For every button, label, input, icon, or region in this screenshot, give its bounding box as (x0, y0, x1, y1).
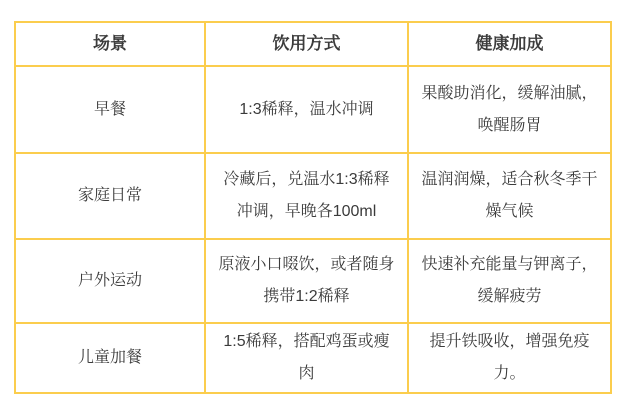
header-method: 饮用方式 (205, 22, 408, 66)
header-benefit: 健康加成 (408, 22, 611, 66)
cell-method: 1:5稀释，搭配鸡蛋或瘦肉 (205, 323, 408, 393)
cell-scene: 户外运动 (15, 239, 205, 323)
cell-scene: 儿童加餐 (15, 323, 205, 393)
table-row (15, 239, 611, 323)
table-row (15, 66, 611, 153)
cell-benefit: 提升铁吸收，增强免疫力。 (408, 323, 611, 393)
cell-method: 冷藏后，兑温水1:3稀释冲调，早晚各100ml (205, 153, 408, 239)
cell-method: 1:3稀释，温水冲调 (205, 66, 408, 153)
cell-benefit: 果酸助消化，缓解油腻，唤醒肠胃 (408, 66, 611, 153)
table-row (15, 323, 611, 393)
table-header-row (15, 22, 611, 66)
table-row (15, 153, 611, 239)
cell-method: 原液小口啜饮，或者随身携带1:2稀释 (205, 239, 408, 323)
drinking-scenario-table (14, 21, 612, 394)
header-scene: 场景 (15, 22, 205, 66)
cell-benefit: 温润润燥，适合秋冬季干燥气候 (408, 153, 611, 239)
cell-scene: 家庭日常 (15, 153, 205, 239)
cell-benefit: 快速补充能量与钾离子，缓解疲劳 (408, 239, 611, 323)
cell-scene: 早餐 (15, 66, 205, 153)
